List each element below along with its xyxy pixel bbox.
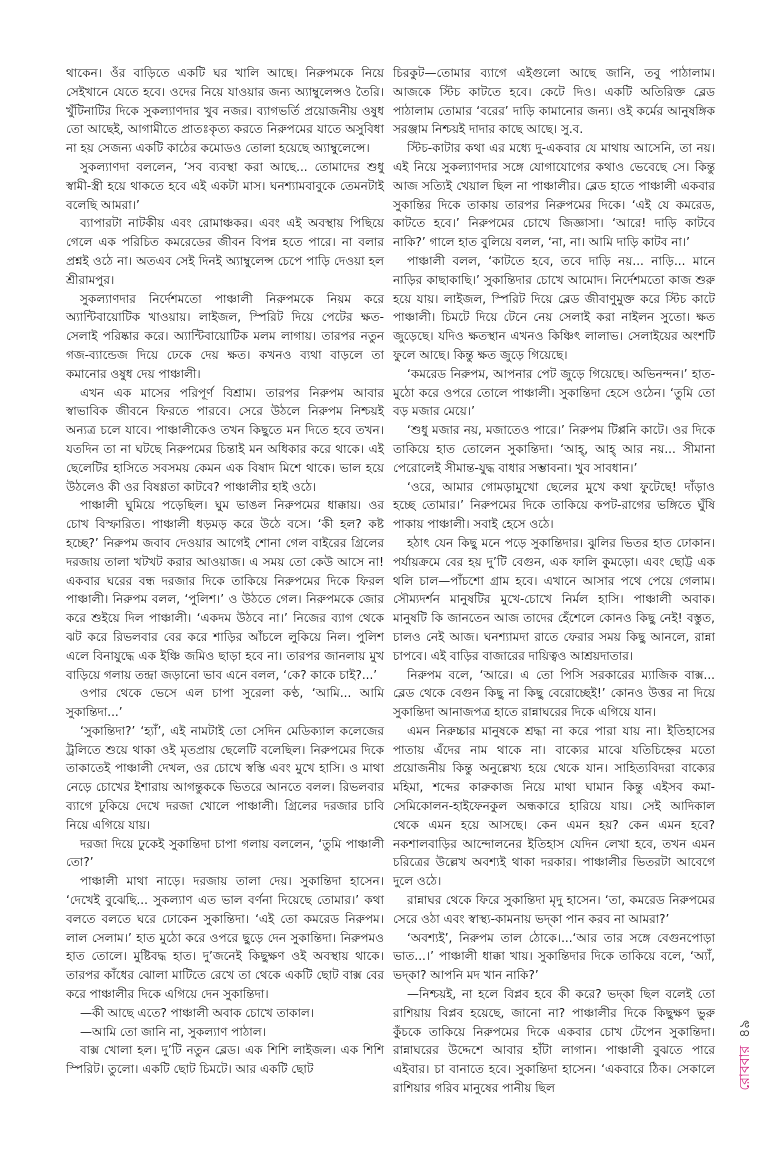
paragraph: ওপার থেকে ভেসে এল চাপা সুরেলা কণ্ঠ, ‘আমি... আমি সুকান্তিদা...’ [66,686,384,720]
paragraph: এমন নিরুচ্চার মানুষকে শ্রদ্ধা না করে পারা যায় না। ইতিহাসের পাতায় এঁদের নাম থাকে না। বাক্যের মাঝে যতিচিহ্নের মতো প্রয়োজনীয় কিন্তু অনুল্লেখ্য হয়ে থেকে যান। সাহিত্যবিদরা বাক্যের মহিমা, শব্দের কারুকাজ নিয়ে মাথা ঘামান কিন্তু এইসব কমা-সেমিকোলন-হাইফেনকুল অন্ধকারে হারিয়ে যায়। সেই আদিকাল থেকে এমন হয়ে আসছে। কেন এমন হয়? কেন এমন হবে? নকশালবাড়ির আন্দোলনের ইতিহাস যেদিন লেখা হবে, তখন এমন চরিত্রের উল্লেখ অবশ্যই থাকা দরকার। পাঞ্চালীর ভিতরটা আবেগে দুলে ওঠে। [393,723,715,889]
paragraph: সুকল্যাণদার নির্দেশমতো পাঞ্চালী নিরুপমকে নিয়ম করে অ্যান্টিবায়োটিক খাওয়ায়। লাইজল, স্পিরিট দিয়ে পেটের ক্ষত-সেলাই পরিষ্কার করে। অ্যান্টিবায়োটিক মলম লাগায়। তারপর নতুন গজ-ব্যান্ডেজ দিয়ে ঢেকে দেয় ক্ষত। কখনও ব্যথা বাড়লে তা কমানোর ওষুধ দেয় পাঞ্চালী। [66,291,384,381]
paragraph: দরজা দিয়ে ঢুকেই সুকান্তিদা চাপা গলায় বললেন, ‘তুমি পাঞ্চালী তো?’ [66,836,384,870]
right-text-column [393,64,715,1098]
left-text-column [66,64,384,1079]
paragraph: পাঞ্চালী ঘুমিয়ে পড়েছিল। ঘুম ভাঙল নিরুপমের ধাক্কায়। ওর চোখ বিস্ফারিত। পাঞ্চালী ধড়মড় করে উঠে বসে। ‘কী হল? কষ্ট হচ্ছে?’ নিরুপম জবাব দেওয়ার আগেই শোনা গেল বাইরের গ্রিলের দরজায় তালা খটখট করার আওয়াজ। এ সময় তো কেউ আসে না! একবার ঘরের বন্ধ দরজার দিকে তাকিয়ে নিরুপমের দিকে ফিরল পাঞ্চালী। নিরুপম বলল, ‘পুলিশ।’ ও উঠতে গেল। নিরুপমকে জোর করে শুইয়ে দিল পাঞ্চালী। ‘একদম উঠবে না।’ নিজের ব্যাগ থেকে ঝট করে রিভলবার বের করে শাড়ির আঁচলে লুকিয়ে নিল। পুলিশ এলে বিনাযুদ্ধে এক ইঞ্চি জমিও ছাড়া হবে না। তারপর জানলায় মুখ বাড়িয়ে গলায় তন্দ্রা জড়ানো ভাব এনে বলল, ‘কে? কাকে চাই?...’ [66,498,384,682]
page-folio [732,1000,758,1110]
paragraph: পাঞ্চালী বলল, ‘কাটতে হবে, তবে দাড়ি নয়... নাড়ি... মানে নাড়ির কাছাকাছি।’ সুকান্তিদার চোখে আমোদ। নির্দেশমতো কাজ শুরু হয়ে যায়। লাইজল, স্পিরিট দিয়ে ব্লেড জীবাণুমুক্ত করে স্টিচ কাটে পাঞ্চালী। চিমটে দিয়ে টেনে নেয় সেলাই করা নাইলন সুতো। ক্ষত জুড়েছে। যদিও ক্ষতস্থান এখনও কিঞ্চিৎ লালাভ। সেলাইয়ের অংশটি ফুলে আছে। কিন্তু ক্ষত জুড়ে গিয়েছে। [393,253,715,362]
paragraph: সুকল্যাণদা বললেন, ‘সব ব্যবস্থা করা আছে... তোমাদের শুধু স্বামী-স্ত্রী হয়ে থাকতে হবে এই একটা মাস। ঘনশ্যামবাবুকে তেমনটাই বলেছি আমরা।’ [66,159,384,212]
paragraph: বাক্স খোলা হল। দু’টি নতুন ব্লেড। এক শিশি লাইজল। এক শিশি স্পিরিট। তুলো। একটি ছোট চিমটে। আর একটি ছোট [66,1043,384,1077]
magazine-name: রোববার [737,1045,753,1091]
page-number: ৪৯ [737,1019,753,1038]
paragraph: —কী আছে এতে? পাঞ্চালী অবাক চোখে তাকাল। [80,1005,315,1020]
paragraph: রান্নাঘর থেকে ফিরে সুকান্তিদা মৃদু হাসেন। ‘তা, কমরেড নিরুপমের সেরে ওঠা এবং স্বাস্থ্য-কামনায় ভদ্‌কা পান করব না আমরা?’ [393,893,715,926]
paragraph: চিরকুট—তোমার ব্যাগে এইগুলো আছে জানি, তবু পাঠালাম। আজকে স্টিচ কাটতে হবে। কেটে দিও। একটি অতিরিক্ত ব্লেড পাঠালাম তোমার ‘বরের’ দাড়ি কামানোর জন্য। ওই কর্মের আনুষঙ্গিক সরঞ্জাম নিশ্চয়ই দাদার কাছে আছে। সু.ব. [393,66,715,137]
paragraph: পাঞ্চালী মাথা নাড়ে। দরজায় তালা দেয়। সুকান্তিদা হাসেন। ‘দেখেই বুঝেছি... সুকল্যাণ এত ভাল বর্ণনা দিয়েছে তোমার।’ কথা বলতে বলতে ঘরে ঢোকেন সুকান্তিদা। ‘এই তো কমরেড নিরুপম। লাল সেলাম।’ হাত মুঠো করে ওপরে ছুড়ে দেন সুকান্তিদা। নিরুপমও হাত তোলে। মুষ্টিবদ্ধ হাত। দু’জনেই কিছুক্ষণ ওই অবস্থায় থাকে। তারপর কাঁধের ঝোলা মাটিতে রেখে তা থেকে একটি ছোট বাক্স বের করে পাঞ্চালীর দিকে এগিয়ে দেন সুকান্তিদা। [66,874,384,1002]
paragraph: স্টিচ-কাটার কথা এর মধ্যে দু-একবার যে মাথায় আসেনি, তা নয়। এই নিয়ে সুকল্যাণদার সঙ্গে যোগাযোগের কথাও ভেবেছে সে। কিন্তু আজ সত্যিই খেয়াল ছিল না পাঞ্চালীর। ব্লেড হাতে পাঞ্চালী একবার সুকান্তির দিকে তাকায় তারপর নিরুপমের দিকে। ‘এই যে কমরেড, কাটতে হবে।’ নিরুপমের চোখে জিজ্ঞাসা। ‘আরে! দাড়ি কাটবে নাকি?’ গালে হাত বুলিয়ে বলল, ‘না, না। আমি দাড়ি কাটব না।’ [393,141,715,250]
paragraph: ‘শুধু মজার নয়, মজাতেও পারে।’ নিরুপম টিপ্পনি কাটে। ওর দিকে তাকিয়ে হাত তোলেন সুকান্তিদা। ‘আহ্‌, আহ্‌ আর নয়... সীমানা পেরোলেই সীমান্ত-যুদ্ধ বাধার সম্ভাবনা। খুব সাবধান।’ [393,423,715,475]
paragraph: —আমি তো জানি না, সুকল্যাণ পাঠাল। [80,1024,267,1039]
paragraph: ‘কমরেড নিরুপম, আপনার পেট জুড়ে গিয়েছে। অভিনন্দন।’ হাত-মুঠো করে ওপরে তোলে পাঞ্চালী। সুকান্তিদা হেসে ওঠেন। ‘তুমি তো বড় মজার মেয়ে।’ [393,366,715,419]
paragraph: —নিশ্চয়ই, না হলে বিপ্লব হবে কী করে? ভদ্‌কা ছিল বলেই তো রাশিয়ায় বিপ্লব হয়েছে, জানো না? পাঞ্চালীর দিকে কিছুক্ষণ ভুরু কুঁচকে তাকিয়ে নিরুপমের দিকে একবার চোখ টেপেন সুকান্তিদা। রান্নাঘরের উদ্দেশে আবার হাঁটা লাগান। পাঞ্চালী বুঝতে পারে এইবার। চা বানাতে হবে। সুকান্তিদা হাসেন। ‘একবারে ঠিক। সেকালে রাশিয়ার গরিব মানুষের পানীয় ছিল [393,987,715,1096]
paragraph: ব্যাপারটা নাটকীয় এবং রোমাঞ্চকর। এবং এই অবস্থায় পিছিয়ে গেলে এক পরিচিত কমরেডের জীবন বিপন্ন হতে পারে। না বলার প্রশ্নই ওঠে না। অতএব সেই দিনই অ্যাম্বুলেন্স চেপে পাড়ি দেওয়া হল শ্রীরামপুর। [66,216,384,287]
paragraph: নিরুপম বলে, ‘আরে। এ তো পিসি সরকারের ম্যাজিক বাক্স... ব্লেড থেকে বেগুন কিছু না কিছু বেরোচ্ছেই!’ কোনও উত্তর না দিয়ে সুকান্তিদা আনাজপত্র হাতে রান্নাঘরের দিকে এগিয়ে যান। [393,667,715,720]
paragraph: ‘সুকান্তিদা?’ ‘হ্যাঁ’, এই নামটাই তো সেদিন মেডিক্যাল কলেজের ট্রলিতে শুয়ে থাকা ওই মৃতপ্রায় ছেলেটি বলেছিল। নিরুপমের দিকে তাকাতেই পাঞ্চালী দেখল, ওর চোখে স্বস্তি এবং মুখে হাসি। ও মাথা নেড়ে চোখের ইশারায় আগন্তুককে ভিতরে আনতে বলল। রিভলবার ব্যাগে ঢুকিয়ে দেখে দরজা খোলে পাঞ্চালী। গ্রিলের দরজার চাবি নিয়ে এগিয়ে যায়। [66,723,384,832]
paragraph: এখন এক মাসের পরিপূর্ণ বিশ্রাম। তারপর নিরুপম আবার স্বাভাবিক জীবনে ফিরতে পারবে। সেরে উঠলে নিরুপম নিশ্চয়ই অন্যত্র চলে যাবে। পাঞ্চালীকেও তখন কিছুতে মন দিতে হবে তখন। যতদিন তা না ঘটছে নিরুপমের চিন্তাই মন অধিকার করে থাকে। এই ছেলেটির হাসিতে সবসময় কেমন এক বিষাদ মিশে থাকে। ভাল হয়ে উঠলেও কী ওর বিষণ্ণতা কাটবে? পাঞ্চালীর হাই ওঠে। [66,385,384,494]
paragraph: থাকেন। ওঁর বাড়িতে একটি ঘর খালি আছে। নিরুপমকে নিয়ে সেইখানে যেতে হবে। ওদের নিয়ে যাওয়ার জন্য অ্যাম্বুলেন্সও তৈরি। খুঁটিনাটির দিকে সুকল্যাণদার খুব নজর। ব্যাগভর্তি প্রয়োজনীয় ওষুধ তো আছেই, আগামীতে প্রাতঃকৃত্য করতে নিরুপমের যাতে অসুবিধা না হয় সেজন্য একটি কাঠের কমোডও তোলা হয়েছে অ্যাম্বুলেন্সে। [66,66,384,156]
paragraph: ‘অবশ্যই’, নিরুপম তাল ঠোকে।...‘আর তার সঙ্গে বেগুনপোড়া ভাত...।’ পাঞ্চালী ধাক্কা খায়। সুকান্তিদার দিকে তাকিয়ে বলে, ‘অ্যাঁ, ভদ্‌কা? আপনি মদ খান নাকি?’ [393,930,715,983]
paragraph: হঠাৎ যেন কিছু মনে পড়ে সুকান্তিদার। ঝুলির ভিতর হাত ঢোকান। পর্যায়ক্রমে বের হয় দু’টি বেগুন, এক ফালি কুমড়ো। এবং ছোট্ট এক থলি চাল—পাঁচশো গ্রাম হবে। এখানে আসার পথে পেয়ে গেলাম। সৌম্যদর্শন মানুষটির মুখে-চোখে নির্মল হাসি। পাঞ্চালী অবাক। মানুষটি কি জানতেন আজ তাদের হেঁশেলে কোনও কিছু নেই! বস্তুত, চালও নেই আজ। ঘনশ্যামদা রাতে ফেরার সময় কিছু আনলে, রান্না চাপবে। এই বাড়ির বাজারের দায়িত্বও আশ্রয়দাতার। [393,535,715,663]
paragraph: ‘ওরে, আমার গোমড়ামুখো ছেলের মুখে কথা ফুটেছে! দাঁড়াও হচ্ছে তোমার।’ নিরুপমের দিকে তাকিয়ে কপট-রাগের ভঙ্গিতে ঘুঁষি পাকায় পাঞ্চালী। সবাই হেসে ওঠে। [393,479,715,532]
